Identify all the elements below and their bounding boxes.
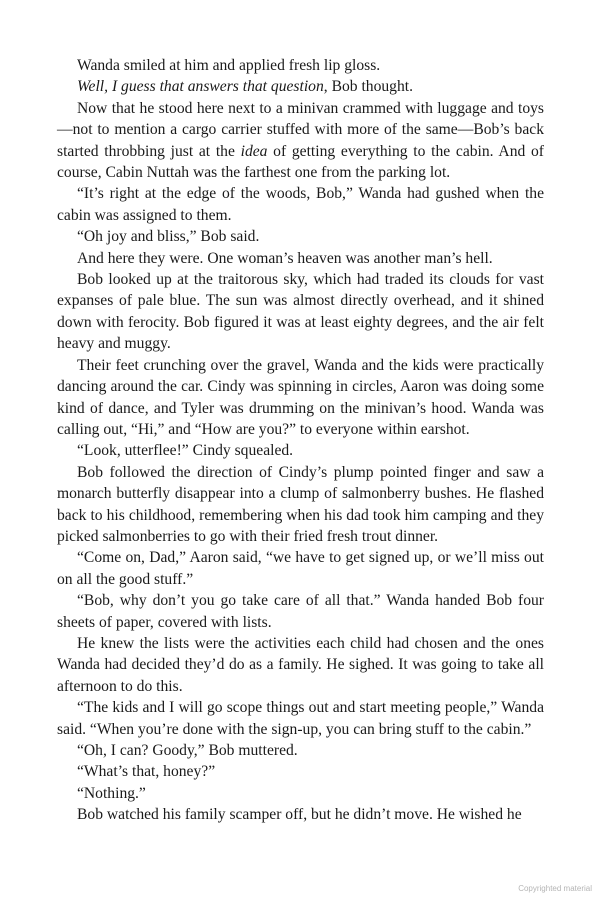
text-run: He knew the lists were the activities each child had chosen and the ones Wanda had decided they’d do as a family. He sighed. It was going to take all afternoon to do this. [57,634,544,695]
text-run: “It’s right at the edge of the woods, Bob,” Wanda had gushed when the cabin was assigned to them. [57,185,544,224]
paragraph [57,76,544,97]
paragraph [57,248,544,269]
paragraph [57,269,544,355]
paragraph [57,697,544,740]
text-run: “Bob, why don’t you go take care of all that.” Wanda handed Bob four sheets of paper, covered with lists. [57,592,544,631]
text-run: Bob followed the direction of Cindy’s plump pointed finger and saw a monarch butterfly disappear into a clump of salmonberry bushes. He flashed back to his childhood, remembering when his dad took him camping and they picked salmonberries to go with their fried fresh trout dinner. [57,463,544,545]
paragraph [57,804,544,825]
paragraph [57,462,544,548]
text-run: “The kids and I will go scope things out and start meeting people,” Wanda said. “When you’re done with the sign-up, you can bring stuff to the cabin.” [57,699,544,738]
copyright-watermark: Copyrighted material [518,884,592,893]
paragraph [57,355,544,441]
paragraph [57,98,544,184]
book-page-text [57,55,544,826]
paragraph [57,440,544,461]
text-run: Now that he stood here next to a minivan crammed with luggage and toys—not to mention a cargo carrier stuffed with more of the same—Bob’s back started throbbing just at the [57,99,544,160]
text-run: Bob watched his family scamper off, but he didn’t move. He wished he [77,806,522,824]
paragraph [57,761,544,782]
text-run: “Oh joy and bliss,” Bob said. [77,228,260,246]
text-run: “Nothing.” [77,784,146,802]
text-run: of getting everything to the cabin. And of course, Cabin Nuttah was the farthest one from the parking lot. [57,142,544,182]
paragraph [57,183,544,226]
paragraph [57,783,544,804]
text-run: “What’s that, honey?” [77,763,216,781]
text-run: , Bob thought. [323,78,414,96]
italic-text: idea [240,142,268,160]
text-run: Bob looked up at the traitorous sky, which had traded its clouds for vast expanses of pale blue. The sun was almost directly overhead, and it shined down with ferocity. Bob figured it was at least eighty degrees, and the air felt heavy and muggy. [57,271,544,353]
paragraph [57,55,544,76]
text-run: Wanda smiled at him and applied fresh lip gloss. [77,57,381,74]
text-run: “Look, utterflee!” Cindy squealed. [77,442,294,460]
paragraph [57,226,544,247]
text-run: And here they were. One woman’s heaven was another man’s hell. [77,249,493,267]
paragraph [57,633,544,697]
paragraph [57,590,544,633]
paragraph [57,740,544,761]
italic-text: Well, I guess that answers that question [77,78,324,96]
text-run: “Oh, I can? Goody,” Bob muttered. [77,742,298,759]
text-run: Their feet crunching over the gravel, Wanda and the kids were practically dancing around the car. Cindy was spinning in circles, Aaron was doing some kind of dance, and Tyler was drumming on the minivan’s hood. Wanda was calling out, “Hi,” and “How are you?” to everyone within earshot. [57,356,544,438]
text-run: “Come on, Dad,” Aaron said, “we have to get signed up, or we’ll miss out on all the good stuff.” [57,549,544,588]
paragraph [57,547,544,590]
